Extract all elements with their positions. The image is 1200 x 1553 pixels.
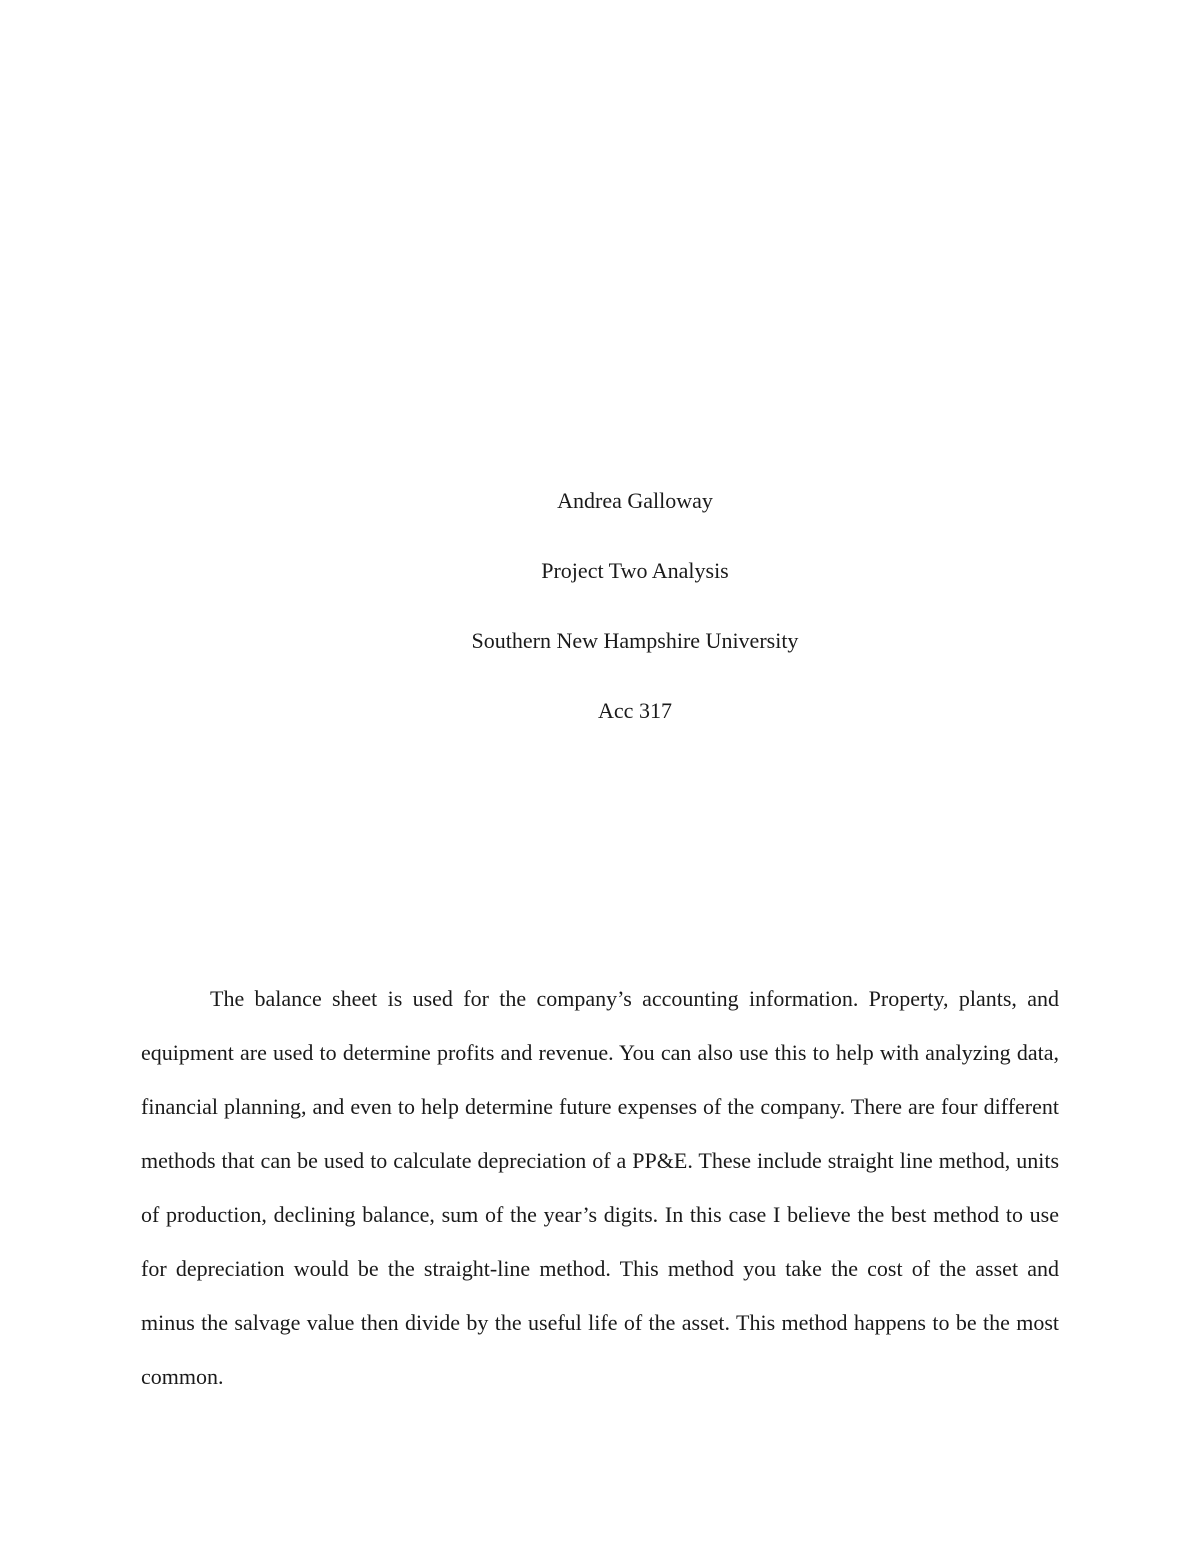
course-code: Acc 317 <box>598 698 672 723</box>
body-paragraph: The balance sheet is used for the company’s accounting information. Property, plants, and equipment are used to determine profits and revenue. You can also use this to help with analyzing data, financial planning, and even to help determine future expenses of the company. There are four different methods that can be used to calculate depreciation of a PP&E. These include straight line method, units of production, declining balance, sum of the year’s digits. In this case I believe the best method to use for depreciation would be the straight-line method. This method you take the cost of the asset and minus the salvage value then divide by the useful life of the asset. This method happens to be the most common. <box>141 986 1059 1389</box>
title-block <box>0 484 1200 764</box>
institution-name: Southern New Hampshire University <box>471 628 799 653</box>
author-name: Andrea Galloway <box>557 488 713 513</box>
paper-title: Project Two Analysis <box>541 558 729 583</box>
